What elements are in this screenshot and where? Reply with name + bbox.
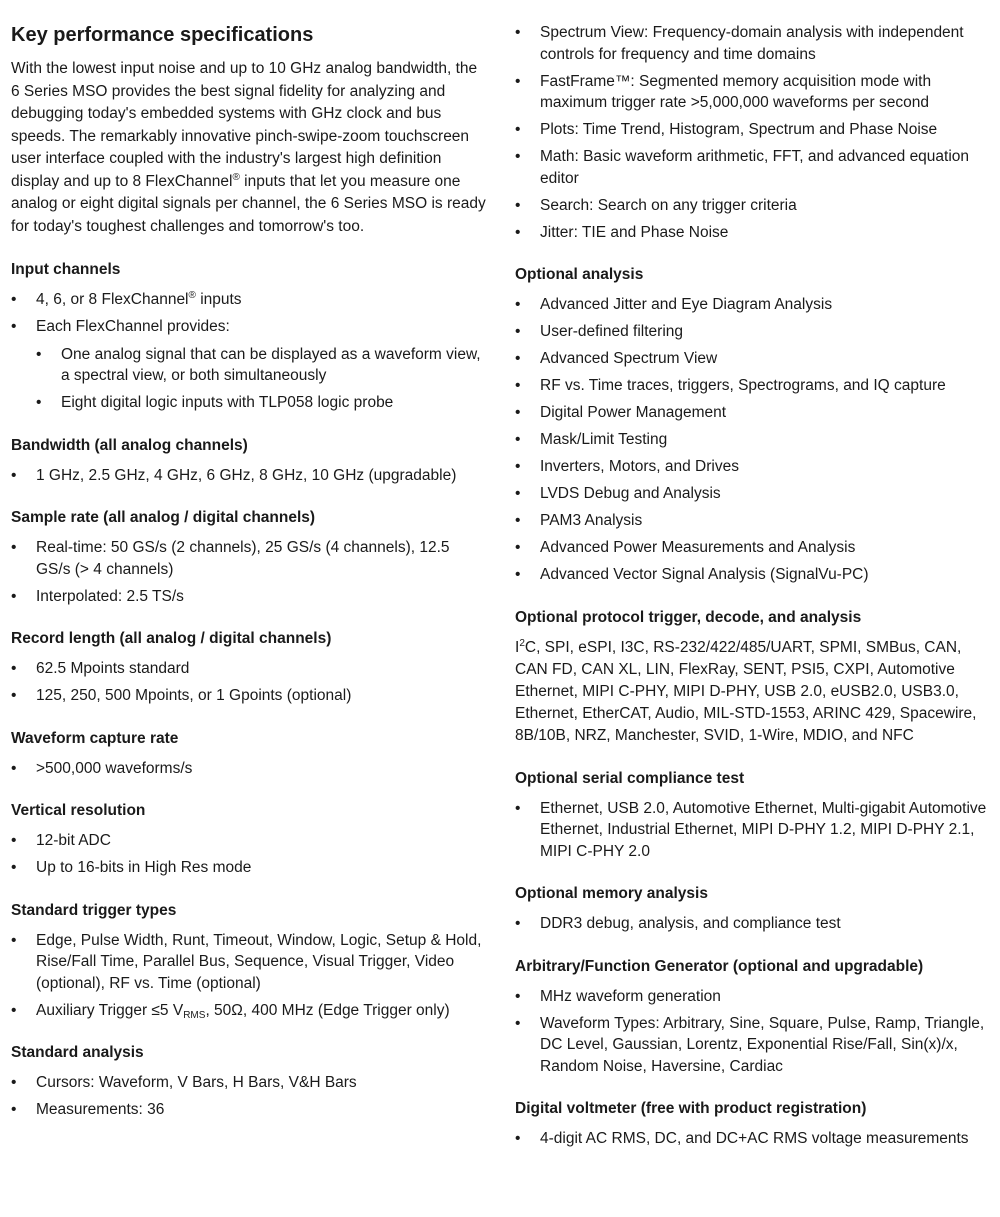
protocol-paragraph bbox=[515, 637, 990, 747]
list-item: • Ethernet, USB 2.0, Automotive Ethernet, Multi-gigabit Automotive Ethernet, Industrial Ethernet, MIPI D-PHY 1.2, MIPI D-PHY 2.1, MIPI C-PHY 2.0 bbox=[515, 798, 990, 863]
sample-rate-list bbox=[11, 537, 486, 607]
record-length-list bbox=[11, 658, 486, 707]
section-heading-optional-analysis: Optional analysis bbox=[515, 266, 644, 283]
list-item: • MHz waveform generation bbox=[515, 986, 990, 1008]
section-heading-record-length: Record length (all analog / digital channels) bbox=[11, 630, 332, 647]
sub-list bbox=[36, 344, 486, 414]
list-item: • FastFrame™: Segmented memory acquisition mode with maximum trigger rate >5,000,000 waveforms per second bbox=[515, 71, 990, 114]
section-heading-capture-rate: Waveform capture rate bbox=[11, 729, 179, 747]
memory-list bbox=[515, 913, 990, 935]
capture-rate-list bbox=[11, 758, 486, 780]
list-item: • PAM3 Analysis bbox=[515, 510, 990, 532]
left-column bbox=[11, 22, 486, 1143]
list-item: • Search: Search on any trigger criteria bbox=[515, 195, 990, 217]
list-item: • Math: Basic waveform arithmetic, FFT, and advanced equation editor bbox=[515, 146, 990, 189]
list-item-text: , 50Ω, 400 MHz (Edge Trigger only) bbox=[205, 1001, 450, 1019]
protocol-text: I bbox=[515, 638, 520, 656]
list-item: • Edge, Pulse Width, Runt, Timeout, Window, Logic, Setup & Hold, Rise/Fall Time, Parallel Bus, Sequence, Visual Trigger, Video (optional), RF vs. Time (optional) bbox=[11, 930, 486, 995]
section-heading-bandwidth: Bandwidth (all analog channels) bbox=[11, 436, 248, 454]
intro-text-1: With the lowest input noise and up to 10 GHz analog bandwidth, the 6 Series MSO provides the best signal fidelity for analyzing and debugging today's embedded systems with GHz clock and bus speeds. The remarkably innovative pinch-swipe-zoom touchscreen user interface coupled with the industry's largest high definition display and up to 8 FlexChannel bbox=[11, 60, 478, 190]
list-item: • Interpolated: 2.5 TS/s bbox=[11, 586, 486, 608]
standard-analysis-continued-list bbox=[515, 22, 990, 243]
list-item: • Jitter: TIE and Phase Noise bbox=[515, 222, 990, 244]
section-heading-standard-analysis: Standard analysis bbox=[11, 1044, 144, 1061]
section-heading-compliance: Optional serial compliance test bbox=[515, 769, 745, 787]
list-item: • 1 GHz, 2.5 GHz, 4 GHz, 6 GHz, 8 GHz, 10 GHz (upgradable) bbox=[11, 465, 486, 487]
list-item: • 125, 250, 500 Mpoints, or 1 Gpoints (optional) bbox=[11, 685, 486, 707]
list-item-text: Auxiliary Trigger ≤5 V bbox=[36, 1001, 184, 1019]
list-item: • Plots: Time Trend, Histogram, Spectrum and Phase Noise bbox=[515, 119, 990, 141]
list-item: • Advanced Jitter and Eye Diagram Analysis bbox=[515, 294, 990, 316]
list-item: • Inverters, Motors, and Drives bbox=[515, 456, 990, 478]
list-item bbox=[11, 1000, 486, 1022]
list-item: • >500,000 waveforms/s bbox=[11, 758, 486, 780]
list-item: • Measurements: 36 bbox=[11, 1099, 486, 1121]
voltmeter-list bbox=[515, 1128, 990, 1150]
section-heading-trigger-types: Standard trigger types bbox=[11, 901, 177, 919]
i2c-superscript: 2 bbox=[519, 637, 525, 649]
sub-list-item: • One analog signal that can be displayed as a waveform view, a spectral view, or both simultaneously bbox=[36, 344, 486, 387]
compliance-list bbox=[515, 798, 990, 863]
list-item: • Digital Power Management bbox=[515, 402, 990, 424]
list-item: • Spectrum View: Frequency-domain analysis with independent controls for frequency and time domains bbox=[515, 22, 990, 65]
section-heading-input-channels: Input channels bbox=[11, 261, 121, 278]
trigger-types-list bbox=[11, 930, 486, 1022]
list-item: • Cursors: Waveform, V Bars, H Bars, V&H Bars bbox=[11, 1072, 486, 1094]
list-item: • Waveform Types: Arbitrary, Sine, Square, Pulse, Ramp, Triangle, DC Level, Gaussian, Lorentz, Exponential Rise/Fall, Sin(x)/x, Random Noise, Haversine, Cardiac bbox=[515, 1013, 990, 1078]
section-heading-afg: Arbitrary/Function Generator (optional and upgradable) bbox=[515, 957, 924, 975]
list-item bbox=[11, 316, 486, 414]
section-heading-sample-rate: Sample rate (all analog / digital channels) bbox=[11, 509, 316, 526]
section-heading-vertical-resolution: Vertical resolution bbox=[11, 802, 146, 819]
afg-list bbox=[515, 986, 990, 1078]
intro-paragraph bbox=[11, 58, 486, 238]
list-item: • 62.5 Mpoints standard bbox=[11, 658, 486, 680]
intro-text-2: inputs that let you measure one analog or eight digital signals per channel, the 6 Series MSO is ready for today's toughest challenges and tomorrow's too. bbox=[11, 172, 486, 235]
list-item: • Advanced Vector Signal Analysis (SignalVu-PC) bbox=[515, 564, 990, 586]
registered-mark: ® bbox=[232, 171, 240, 183]
section-heading-protocol: Optional protocol trigger, decode, and analysis bbox=[515, 608, 862, 626]
right-column bbox=[515, 22, 990, 1172]
list-item: • Real-time: 50 GS/s (2 channels), 25 GS/s (4 channels), 12.5 GS/s (> 4 channels) bbox=[11, 537, 486, 580]
page-title: Key performance specifications bbox=[11, 24, 314, 46]
list-item: • LVDS Debug and Analysis bbox=[515, 483, 990, 505]
list-item-text: Each FlexChannel provides: bbox=[36, 318, 230, 335]
vertical-resolution-list bbox=[11, 830, 486, 879]
rms-subscript: RMS bbox=[183, 1009, 206, 1021]
section-heading-memory: Optional memory analysis bbox=[515, 885, 708, 902]
list-item-text: inputs bbox=[195, 291, 242, 308]
list-item: • DDR3 debug, analysis, and compliance test bbox=[515, 913, 990, 935]
list-item: • Mask/Limit Testing bbox=[515, 429, 990, 451]
list-item: • Advanced Power Measurements and Analysis bbox=[515, 537, 990, 559]
list-item: • RF vs. Time traces, triggers, Spectrograms, and IQ capture bbox=[515, 375, 990, 397]
registered-mark: ® bbox=[188, 290, 196, 301]
optional-analysis-list bbox=[515, 294, 990, 586]
list-item bbox=[11, 289, 486, 311]
list-item-text: 4, 6, or 8 FlexChannel bbox=[36, 291, 189, 308]
input-channels-list bbox=[11, 289, 486, 414]
protocol-text: C, SPI, eSPI, I3C, RS-232/422/485/UART, SPMI, SMBus, CAN, CAN FD, CAN XL, LIN, FlexRay, SENT, PSI5, CXPI, Automotive Ethernet, MIPI C-PHY, MIPI D-PHY, USB 2.0, eUSB2.0, USB3.0, Ethernet, EtherCAT, Audio, MIL-STD-1553, ARINC 429, Spacewire, 8B/10B, NRZ, Manchester, SVID, 1-Wire, MDIO, and NFC bbox=[515, 638, 977, 744]
list-item: • Up to 16-bits in High Res mode bbox=[11, 857, 486, 879]
section-heading-voltmeter: Digital voltmeter (free with product registration) bbox=[515, 1100, 867, 1117]
list-item: • 12-bit ADC bbox=[11, 830, 486, 852]
bandwidth-list bbox=[11, 465, 486, 487]
list-item: • 4-digit AC RMS, DC, and DC+AC RMS voltage measurements bbox=[515, 1128, 990, 1150]
list-item: • Advanced Spectrum View bbox=[515, 348, 990, 370]
standard-analysis-list bbox=[11, 1072, 486, 1121]
sub-list-item: • Eight digital logic inputs with TLP058 logic probe bbox=[36, 392, 486, 414]
list-item: • User-defined filtering bbox=[515, 321, 990, 343]
